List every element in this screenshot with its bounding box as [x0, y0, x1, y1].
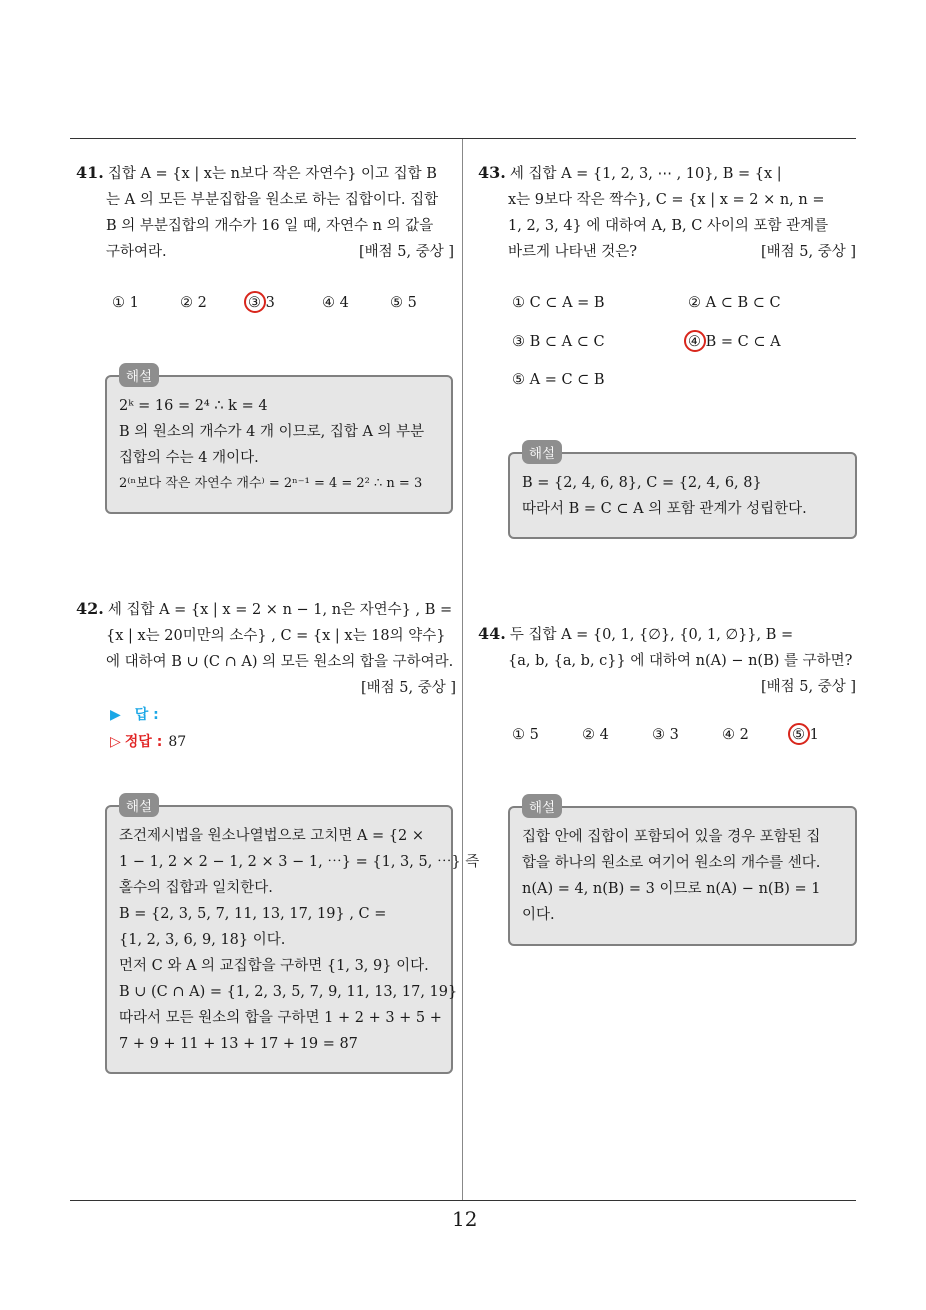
correct-answer-value: 87 — [168, 734, 187, 750]
answer-circle-mark — [684, 330, 706, 352]
problem-41-line-3: B 의 부분집합의 개수가 16 일 때, 자연수 n 의 값을 — [106, 218, 434, 234]
problem-42-line-2: {x | x는 20미만의 소수} , C = {x | x는 18의 약수} — [106, 628, 446, 644]
column-divider — [462, 139, 463, 1201]
choice-3[interactable]: ③ 3 — [248, 295, 322, 311]
solution-line: {1, 2, 3, 6, 9, 18} 이다. — [119, 932, 286, 948]
choice-1[interactable]: ① 5 — [512, 727, 539, 743]
footer-rule — [70, 1200, 856, 1201]
problem-meta: [배점 5, 중상 ] — [360, 680, 456, 696]
outline-triangle-icon: ▷ — [110, 734, 121, 750]
answer-input-row[interactable] — [110, 704, 159, 724]
choice-2[interactable]: ② 2 — [180, 295, 207, 311]
solution-tag: 해설 — [522, 794, 562, 818]
choice-4[interactable]: ④ B = C ⊂ A — [688, 334, 781, 350]
solution-line: B = {2, 3, 5, 7, 11, 13, 17, 19} , C = — [119, 906, 387, 922]
problem-41-line-4: 구하여라. [배점 5, 중상 ] — [76, 239, 454, 265]
solution-box-41 — [105, 369, 453, 514]
solution-tag: 해설 — [119, 793, 159, 817]
solution-line: B 의 원소의 개수가 4 개 이므로, 집합 A 의 부분 — [119, 424, 425, 440]
problem-44 — [478, 621, 856, 700]
solution-line: 먼저 C 와 A 의 교집합을 구하면 {1, 3, 9} 이다. — [119, 958, 429, 974]
choice-5[interactable]: ⑤ 1 — [792, 727, 819, 743]
solution-line: 합을 하나의 원소로 여기어 원소의 개수를 센다. — [522, 855, 821, 871]
problem-43-line-4: 바르게 나타낸 것은? [배점 5, 중상 ] — [478, 239, 856, 265]
header-rule — [70, 138, 856, 139]
problem-number: 44. — [478, 624, 506, 643]
choice-5[interactable]: ⑤ 5 — [390, 295, 417, 311]
problem-41-choices — [112, 295, 417, 311]
page-number: 12 — [452, 1207, 478, 1231]
choice-3[interactable]: ③ 3 — [652, 727, 679, 743]
solution-line: 집합 안에 집합이 포함되어 있을 경우 포함된 집 — [522, 829, 821, 845]
problem-43-line-3: 1, 2, 3, 4} 에 대하여 A, B, C 사이의 포함 관계를 — [508, 218, 829, 234]
choice-2[interactable]: ② A ⊂ B ⊂ C — [688, 295, 781, 311]
solution-line: 따라서 B = C ⊂ A 의 포함 관계가 성립한다. — [522, 501, 807, 517]
problem-42 — [76, 596, 456, 701]
solution-line: B = {2, 4, 6, 8}, C = {2, 4, 6, 8} — [522, 475, 762, 491]
solution-line: 1 − 1, 2 × 2 − 1, 2 × 3 − 1, ⋯} = {1, 3, 5, ⋯} 즉 — [119, 854, 480, 870]
problem-43-line-2: x는 9보다 작은 짝수}, C = {x | x = 2 × n, n = — [508, 192, 825, 208]
answer-circle-mark — [244, 291, 266, 313]
solution-tag: 해설 — [119, 363, 159, 387]
problem-number: 43. — [478, 163, 506, 182]
solution-line: 따라서 모든 원소의 합을 구하면 1 + 2 + 3 + 5 + — [119, 1010, 442, 1026]
answer-label: 답 : — [134, 707, 159, 723]
problem-meta: [배점 5, 중상 ] — [358, 244, 454, 260]
problem-meta: [배점 5, 중상 ] — [760, 244, 856, 260]
correct-answer-row — [110, 731, 186, 751]
solution-line: 이다. — [522, 907, 555, 923]
solution-box-42 — [105, 799, 480, 1074]
choice-5[interactable]: ⑤ A = C ⊂ B — [512, 372, 605, 388]
problem-43-line-1: 43. 세 집합 A = {1, 2, 3, ⋯ , 10}, B = {x | — [478, 163, 782, 182]
correct-answer-label: 정답 : — [124, 734, 163, 750]
solution-line: n(A) = 4, n(B) = 3 이므로 n(A) − n(B) = 1 — [522, 881, 821, 897]
solution-box-43 — [508, 446, 857, 539]
problem-number: 41. — [76, 163, 104, 182]
solution-box-44 — [508, 800, 857, 946]
solution-line: 2⁽ⁿ보다 작은 자연수 개수⁾ = 2ⁿ⁻¹ = 4 = 2² ∴ n = 3 — [119, 476, 423, 491]
solution-line: 집합의 수는 4 개이다. — [119, 450, 259, 466]
play-triangle-icon: ▶ — [110, 707, 121, 723]
problem-44-line-2: {a, b, {a, b, c}} 에 대하여 n(A) − n(B) 를 구하면? — [508, 653, 853, 669]
choice-4[interactable]: ④ 2 — [722, 727, 749, 743]
choice-4[interactable]: ④ 4 — [322, 295, 349, 311]
choice-1[interactable]: ① C ⊂ A = B — [512, 295, 605, 311]
solution-tag: 해설 — [522, 440, 562, 464]
problem-44-line-1: 44. 두 집합 A = {0, 1, {∅}, {0, 1, ∅}}, B = — [478, 624, 794, 643]
solution-line: 7 + 9 + 11 + 13 + 17 + 19 = 87 — [119, 1036, 358, 1052]
problem-42-line-1: 42. 세 집합 A = {x | x = 2 × n − 1, n은 자연수} , B = — [76, 599, 453, 618]
problem-number: 42. — [76, 599, 104, 618]
solution-line: 홀수의 집합과 일치한다. — [119, 880, 273, 896]
problem-41-line-2: 는 A 의 모든 부분집합을 원소로 하는 집합이다. 집합 — [106, 192, 439, 208]
problem-41 — [76, 160, 454, 265]
problem-43 — [478, 160, 856, 265]
choice-1[interactable]: ① 1 — [112, 295, 139, 311]
solution-line: 2ᵏ = 16 = 2⁴ ∴ k = 4 — [119, 398, 268, 414]
problem-41-line-1: 41. 집합 A = {x | x는 n보다 작은 자연수} 이고 집합 B — [76, 163, 437, 182]
choice-3[interactable]: ③ B ⊂ A ⊂ C — [512, 334, 605, 350]
choice-2[interactable]: ② 4 — [582, 727, 609, 743]
answer-circle-mark — [788, 723, 810, 745]
solution-line: B ∪ (C ∩ A) = {1, 2, 3, 5, 7, 9, 11, 13, 17, 19} — [119, 984, 458, 1000]
solution-line: 조건제시법을 원소나열법으로 고치면 A = {2 × — [119, 828, 424, 844]
problem-44-choices — [512, 727, 819, 743]
problem-meta: [배점 5, 중상 ] — [760, 679, 856, 695]
problem-42-line-3: 에 대하여 B ∪ (C ∩ A) 의 모든 원소의 합을 구하여라. — [106, 654, 454, 670]
